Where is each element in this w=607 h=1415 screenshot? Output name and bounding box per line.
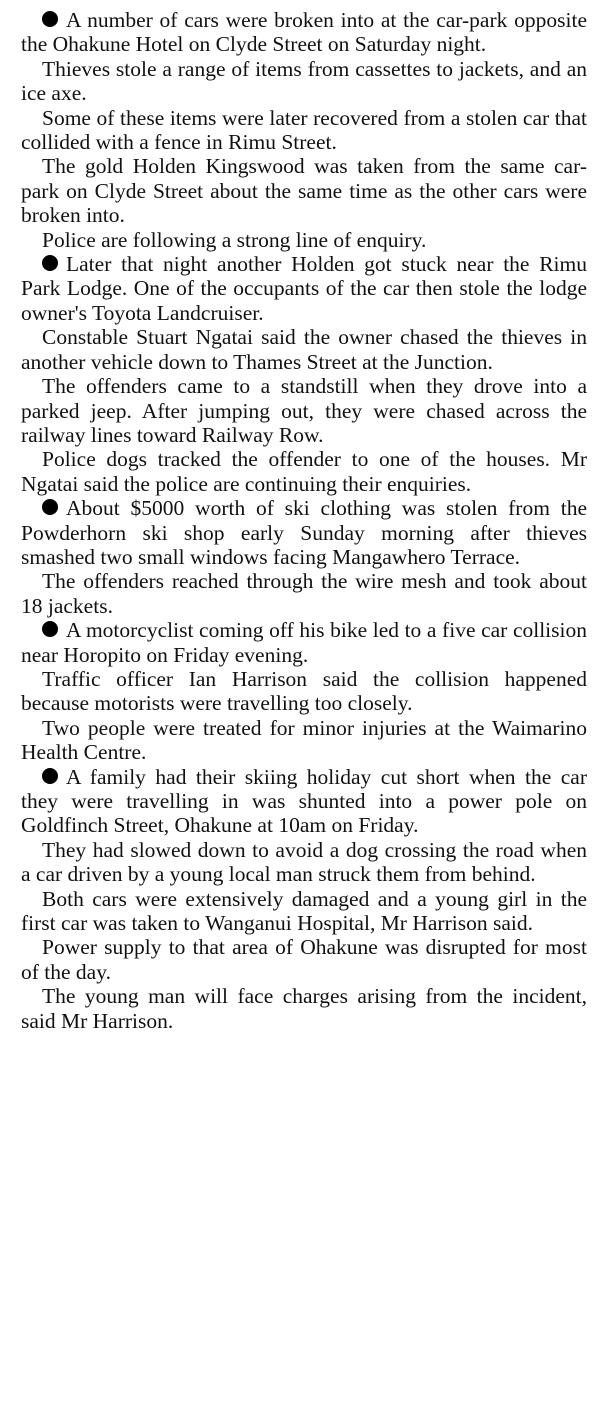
paragraph: The offenders came to a standstill when they drove into a parked jeep. After jumping out, they were chased across the railway lines toward Railway Row. <box>21 374 587 447</box>
paragraph: Thieves stole a range of items from cassettes to jackets, and an ice axe. <box>21 56 587 106</box>
paragraph: Both cars were extensively damaged and a young girl in the first car was taken to Wanganui Hospital, Mr Harrison said. <box>21 886 587 936</box>
paragraph: A motorcyclist coming off his bike led to a five car collision near Horopito on Friday evening. <box>21 618 587 667</box>
paragraph: Police dogs tracked the offender to one of the houses. Mr Ngatai said the police are continuing their enquiries. <box>21 447 587 496</box>
paragraph: A family had their skiing holiday cut short when the car they were travelling in was shunted into a power pole on Goldfinch Street, Ohakune at 10am on Friday. <box>21 764 587 838</box>
paragraph: Traffic officer Ian Harrison said the collision happened because motorists were travelling too closely. <box>21 666 587 716</box>
paragraph: Police are following a strong line of enquiry. <box>42 227 427 252</box>
paragraph: Some of these items were later recovered from a stolen car that collided with a fence in Rimu Street. <box>21 105 587 155</box>
paragraph: About $5000 worth of ski clothing was stolen from the Powderhorn ski shop early Sunday morning after thieves smashed two small windows facing Mangawhero Terrace. <box>21 496 587 569</box>
paragraph: Two people were treated for minor injuries at the Waimarino Health Centre. <box>21 715 587 765</box>
paragraph: A number of cars were broken into at the car-park opposite the Ohakune Hotel on Clyde Street on Saturday night. <box>21 8 587 57</box>
paragraph: Constable Stuart Ngatai said the owner chased the thieves in another vehicle down to Thames Street at the Junction. <box>21 325 587 374</box>
paragraph: The offenders reached through the wire mesh and took about 18 jackets. <box>21 569 587 618</box>
paragraph: The gold Holden Kingswood was taken from the same car-park on Clyde Street about the same time as the other cars were broken into. <box>21 154 587 228</box>
paragraph: The young man will face charges arising from the incident, said Mr Harrison. <box>21 984 587 1033</box>
paragraph: They had slowed down to avoid a dog crossing the road when a car driven by a young local man struck them from behind. <box>21 837 587 887</box>
paragraph: Later that night another Holden got stuck near the Rimu Park Lodge. One of the occupants of the car then stole the lodge owner's Toyota Landcruiser. <box>21 252 587 325</box>
paragraph: Power supply to that area of Ohakune was disrupted for most of the day. <box>21 935 587 984</box>
